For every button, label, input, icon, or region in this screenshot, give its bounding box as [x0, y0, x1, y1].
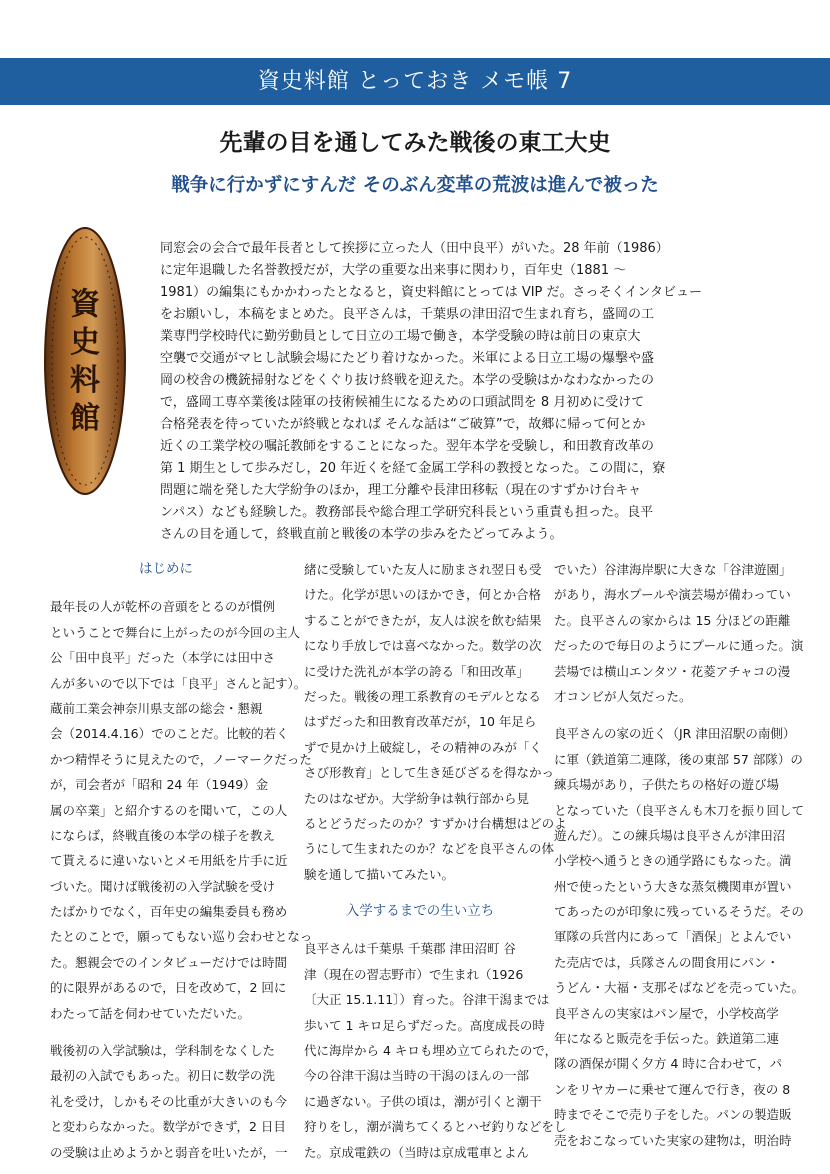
body-line: けた。化学が思いのほかでき，何とか合格	[304, 587, 542, 603]
body-line: た。京成電鉄の（当時は京成電車とよん	[304, 1144, 530, 1160]
intro-line: 岡の校舎の機銃掃射などをくぐり抜け終戦を迎えた。本学の受験はかなわなかったの	[160, 373, 655, 388]
body-line: 才コンビが人気だった。	[554, 688, 692, 704]
body-line: の受験は止めようかと弱音を吐いたが，一	[50, 1144, 288, 1160]
body-line: 小学校へ通うときの通学路にもなった。満	[554, 853, 792, 869]
paragraph-gap	[304, 924, 536, 936]
section-heading: はじめに	[139, 561, 193, 577]
body-line: 今の谷津干潟は当時の干潟のほんの一部	[304, 1068, 530, 1084]
body-line: となっていた（良平さんも木刀を振り回して	[554, 802, 805, 818]
body-line: んが多いので以下では「良平」さんと記す）。	[50, 675, 307, 691]
body-line: 〔大正 15.1.11〕）育った。谷津干潟までは	[304, 992, 550, 1008]
body-line: 会（2014.4.16）でのことだ。比較的若く	[50, 726, 289, 742]
body-line: た。良平さんの家からは 15 分ほどの距離	[554, 612, 791, 628]
intro-line: 合格発表を待っていたが終戦となれば そんな話は“ご破算”で，故郷に帰って何とか	[160, 417, 646, 432]
body-line: ンをリヤカーに乗せて運んで行き，夜の 8	[554, 1081, 791, 1097]
archive-emblem	[42, 226, 128, 496]
intro-line: 問題に端を発した大学紛争のほか，理工分離や長津田移転（現在のすずかけ台キャ	[160, 483, 642, 498]
paragraph-gap	[50, 582, 282, 594]
body-line: に過ぎない。子供の頃は，潮が引くと潮干	[304, 1093, 542, 1109]
body-line: 良平さんの実家はパン屋で，小学校高学	[554, 1005, 779, 1021]
body-line: になり手放しでは喜べなかった。数学の次	[304, 638, 542, 654]
body-line: 良平さんは千葉県 千葉郡 津田沼町 谷	[304, 941, 516, 957]
body-line: 売をおこなっていた実家の建物は，明治時	[554, 1132, 792, 1148]
body-line: るとどうだったのか？すずかけ台構想はどのよ	[304, 815, 567, 831]
body-line: 最初の入試でもあった。初日に数学の洗	[50, 1068, 275, 1084]
body-line: 津（現在の習志野市）で生まれ（1926	[304, 966, 524, 982]
article-subtitle: 戦争に行かずにすんだ そのぶん変革の荒波は進んで被った	[171, 175, 659, 196]
body-line: わたって話を伺わせていただいた。	[50, 1005, 251, 1021]
body-line: 芸場では横山エンタツ・花菱アチャコの漫	[554, 663, 791, 679]
body-line: に軍（鉄道第二連隊，後の東部 57 部隊）の	[554, 751, 803, 767]
emblem-char: 館	[70, 401, 100, 436]
body-line: だったので毎日のようにプールに通った。演	[554, 638, 804, 654]
header-banner	[0, 58, 830, 105]
column-1	[50, 557, 313, 1165]
body-line: 良平さんの家の近く（JR 津田沼駅の南側）	[554, 726, 796, 742]
intro-line: 業専門学校時代に勤労動員として日立の工場で働き，本学受験の時は前日の東京大	[160, 329, 641, 344]
body-line: たばかりでなく，百年史の編集委員も務め	[50, 904, 288, 920]
body-line: はずだった和田教育改革だが，10 年足ら	[304, 714, 537, 730]
intro-line: で，盛岡工専卒業後は陸軍の技術候補生になるための口頭試問を 8 月初めに受けて	[160, 395, 645, 410]
intro-line: さんの目を通して，終戦直前と戦後の本学の歩みをたどってみよう。	[160, 527, 563, 542]
paragraph-gap	[304, 887, 536, 899]
body-line: 属の卒業」と紹介するのを聞いて，この人	[50, 802, 288, 818]
body-line: さび形教育」として生き延びざるを得なかっ	[304, 765, 555, 781]
body-line: づいた。聞けば戦後初の入学試験を受け	[50, 878, 276, 894]
emblem-char: 料	[70, 363, 100, 398]
body-line: 歩いて 1 キロ足らずだった。高度成長の時	[304, 1017, 545, 1033]
body-line: と変わらなかった。数学ができず，2 日目	[50, 1119, 286, 1135]
body-line: 代に海岸から 4 キロも埋め立てられたので，	[304, 1043, 558, 1059]
body-line: ずで見かけ上破綻し，その精神のみが「く	[304, 739, 542, 755]
banner-title: 資史料館 とっておき メモ帳 7	[257, 69, 573, 94]
body-line: ということで舞台に上がったのが今回の主人	[50, 624, 301, 640]
intro-line: 1981）の編集にもかかわったとなると，資史料館にとっては VIP だ。さっそくインタビュー	[160, 285, 703, 300]
emblem-char: 史	[70, 325, 100, 360]
body-line: 公「田中良平」だった（本学には田中さ	[50, 650, 276, 666]
body-line: 礼を受け，しかもその比重が大きいのも今	[50, 1093, 288, 1109]
body-line: うどん・大福・支那そばなどを売っていた。	[554, 980, 805, 996]
body-line: 軍隊の兵営内にあって「酒保」とよんでい	[554, 929, 792, 945]
body-line: うにして生まれたのか？などを良平さんの体	[304, 841, 555, 857]
body-line: に受けた洗礼が本学の誇る「和田改革」	[304, 663, 530, 679]
body-line: て貰えるに違いないとメモ用紙を片手に近	[50, 853, 288, 869]
intro-line: 同窓会の会合で最年長者として挨拶に立った人（田中良平）がいた。28 年前（1986）	[160, 241, 669, 256]
body-line: することができたが，友人は涙を飲む結果	[304, 612, 542, 628]
intro-line: をお願いし，本稿をまとめた。良平さんは，千葉県の津田沼で生まれ育ち，盛岡の工	[160, 307, 655, 322]
intro-line: に定年退職した名誉教授だが，大学の重要な出来事に関わり，百年史（1881 ～	[160, 263, 627, 278]
body-line: 緒に受験していた友人に励まされ翌日も受	[304, 562, 542, 577]
body-line: たとのことで，願ってもない巡り会わせとなっ	[50, 929, 313, 945]
body-line: 蔵前工業会神奈川県支部の総会・懇親	[50, 700, 263, 716]
body-line: でいた）谷津海岸駅に大きな「谷津遊園」	[554, 562, 792, 577]
body-line: 年になると販売を手伝った。鉄道第二連	[554, 1031, 780, 1047]
body-line: た売店では，兵隊さんの間食用にパン・	[554, 954, 780, 970]
intro-line: 空襲で交通がマヒし試験会場にたどり着けなかった。米軍による日立工場の爆撃や盛	[160, 351, 655, 366]
body-line: 時までそこで売り子をした。パンの製造販	[554, 1107, 792, 1123]
intro-line: 第 1 期生として歩みだし，20 年近くを経て金属工学科の教授となった。この間に，寮	[160, 461, 666, 476]
body-line: 遊んだ）。この練兵場は良平さんが津田沼	[554, 827, 786, 843]
article-title: 先輩の目を通してみた戦後の東工大史	[219, 130, 611, 156]
column-2	[304, 557, 567, 1165]
body-line: 練兵場があり，子供たちの格好の遊び場	[554, 777, 780, 793]
body-line: 的に限界があるので，日を改めて，2 回に	[50, 980, 287, 996]
intro-line: ンパス）なども経験した。教務部長や総合理工学研究科長という重責も担った。良平	[160, 505, 654, 520]
body-line: 州で使ったという大きな蒸気機関車が置い	[554, 878, 792, 894]
body-line: があり，海水プールや演芸場が備わってい	[554, 587, 791, 603]
column-3	[554, 557, 805, 1153]
intro-line: 近くの工業学校の嘱託教師をすることになった。翌年本学を受験し，和田教育改革の	[160, 439, 655, 454]
emblem-char: 資	[70, 287, 100, 322]
body-line: が，司会者が「昭和 24 年（1949）金	[50, 777, 269, 793]
paragraph-gap	[50, 1026, 282, 1038]
body-line: かつ精悍そうに見えたので，ノーマークだった	[50, 751, 312, 767]
body-line: たのはなぜか。大学紛争は執行部から見	[304, 790, 530, 806]
body-line: た。懇親会でのインタビューだけでは時間	[50, 954, 288, 970]
body-line: 験を通して描いてみたい。	[304, 866, 455, 882]
body-line: てあったのが印象に残っているそうだ。その	[554, 904, 804, 920]
body-line: 狩りをし，潮が満ちてくるとハゼ釣りなどをし	[304, 1119, 567, 1135]
emblem-shape	[45, 228, 125, 494]
intro-paragraph	[160, 238, 790, 546]
body-line: 戦後初の入学試験は，学科制をなくした	[50, 1043, 276, 1059]
paragraph-gap	[554, 709, 786, 721]
body-line: だった。戦後の理工系教育のモデルとなる	[304, 688, 541, 704]
section-heading: 入学するまでの生い立ち	[345, 903, 495, 920]
body-line: にならば，終戦直後の本学の様子を教え	[50, 827, 276, 843]
body-line: 隊の酒保が開く夕方 4 時に合わせて，パ	[554, 1056, 783, 1072]
body-line: 最年長の人が乾杯の音頭をとるのが慣例	[50, 599, 276, 615]
